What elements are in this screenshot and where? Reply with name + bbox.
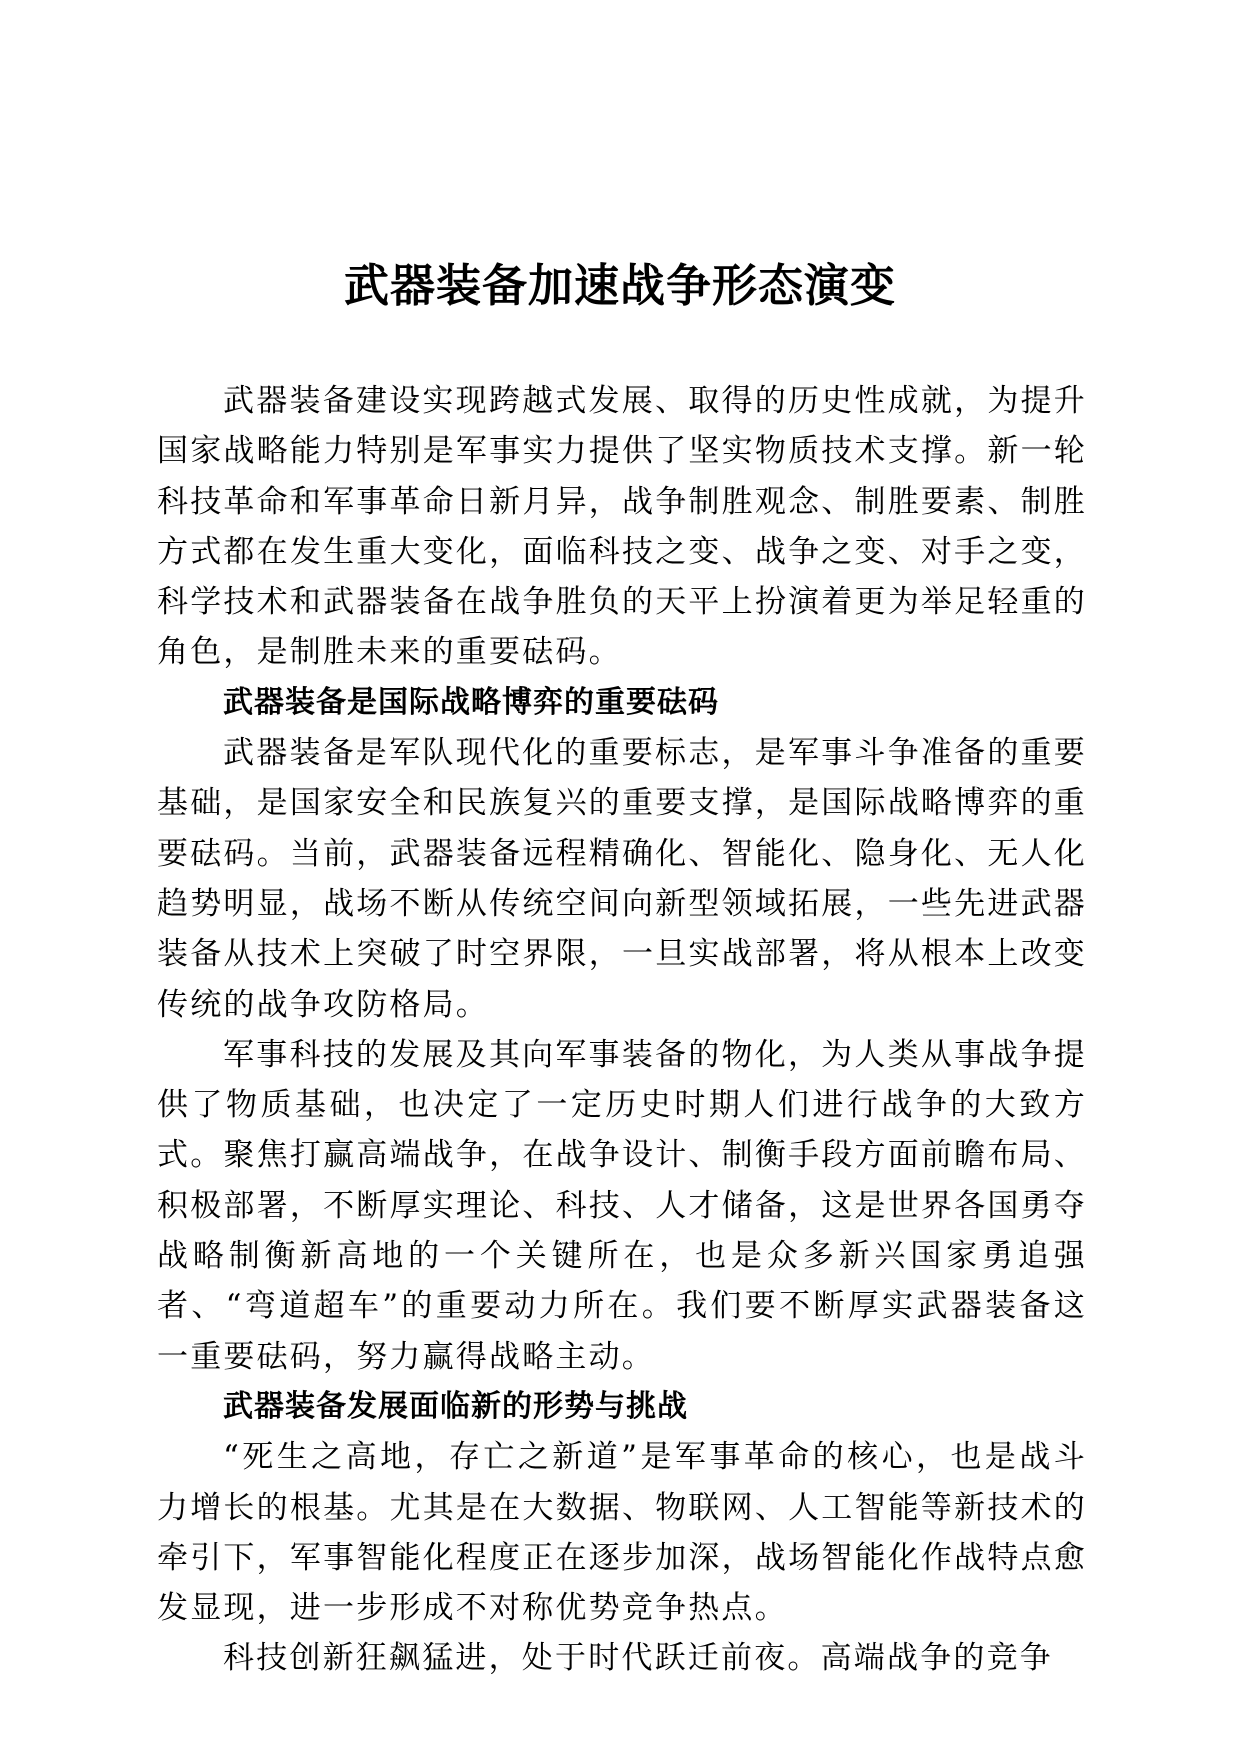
document-title: 武器装备加速战争形态演变 [343,259,896,312]
section-heading-1: 武器装备是国际战略博弈的重要砝码 [223,684,719,720]
section-heading-2: 武器装备发展面临新的形势与挑战 [223,1388,688,1424]
paragraph-intro: 武器装备建设实现跨越式发展、取得的历史性成就，为提升国家战略能力特别是军事实力提供了坚实物质技术支撑。新一轮科技革命和军事革命日新月异，战争制胜观念、制胜要素、制胜方式都在发生重大变化，面临科技之变、战争之变、对手之变，科学技术和武器装备在战争胜负的天平上扮演着更为举足轻重的角色，是制胜未来的重要砝码。 [157,383,1087,671]
paragraph-3: “死生之高地，存亡之新道”是军事革命的核心，也是战斗力增长的根基。尤其是在大数据、物联网、人工智能等新技术的牵引下，军事智能化程度正在逐步加深，战场智能化作战特点愈发显现，进一步形成不对称优势竞争热点。 [157,1439,1087,1627]
paragraph-4: 科技创新狂飙猛进，处于时代跃迁前夜。高端战争的竞争 [223,1640,1053,1677]
paragraph-1: 武器装备是军队现代化的重要标志，是军事斗争准备的重要基础，是国家安全和民族复兴的重要支撑，是国际战略博弈的重要砝码。当前，武器装备远程精确化、智能化、隐身化、无人化趋势明显，战场不断从传统空间向新型领域拓展，一些先进武器装备从技术上突破了时空界限，一旦实战部署，将从根本上改变传统的战争攻防格局。 [157,735,1087,1023]
paragraph-2: 军事科技的发展及其向军事装备的物化，为人类从事战争提供了物质基础，也决定了一定历史时期人们进行战争的大致方式。聚焦打赢高端战争，在战争设计、制衡手段方面前瞻布局、积极部署，不断厚实理论、科技、人才储备，这是世界各国勇夺战略制衡新高地的一个关键所在，也是众多新兴国家勇追强者、“弯道超车”的重要动力所在。我们要不断厚实武器装备这一重要砝码，努力赢得战略主动。 [157,1036,1087,1375]
document-body [157,376,1087,1684]
